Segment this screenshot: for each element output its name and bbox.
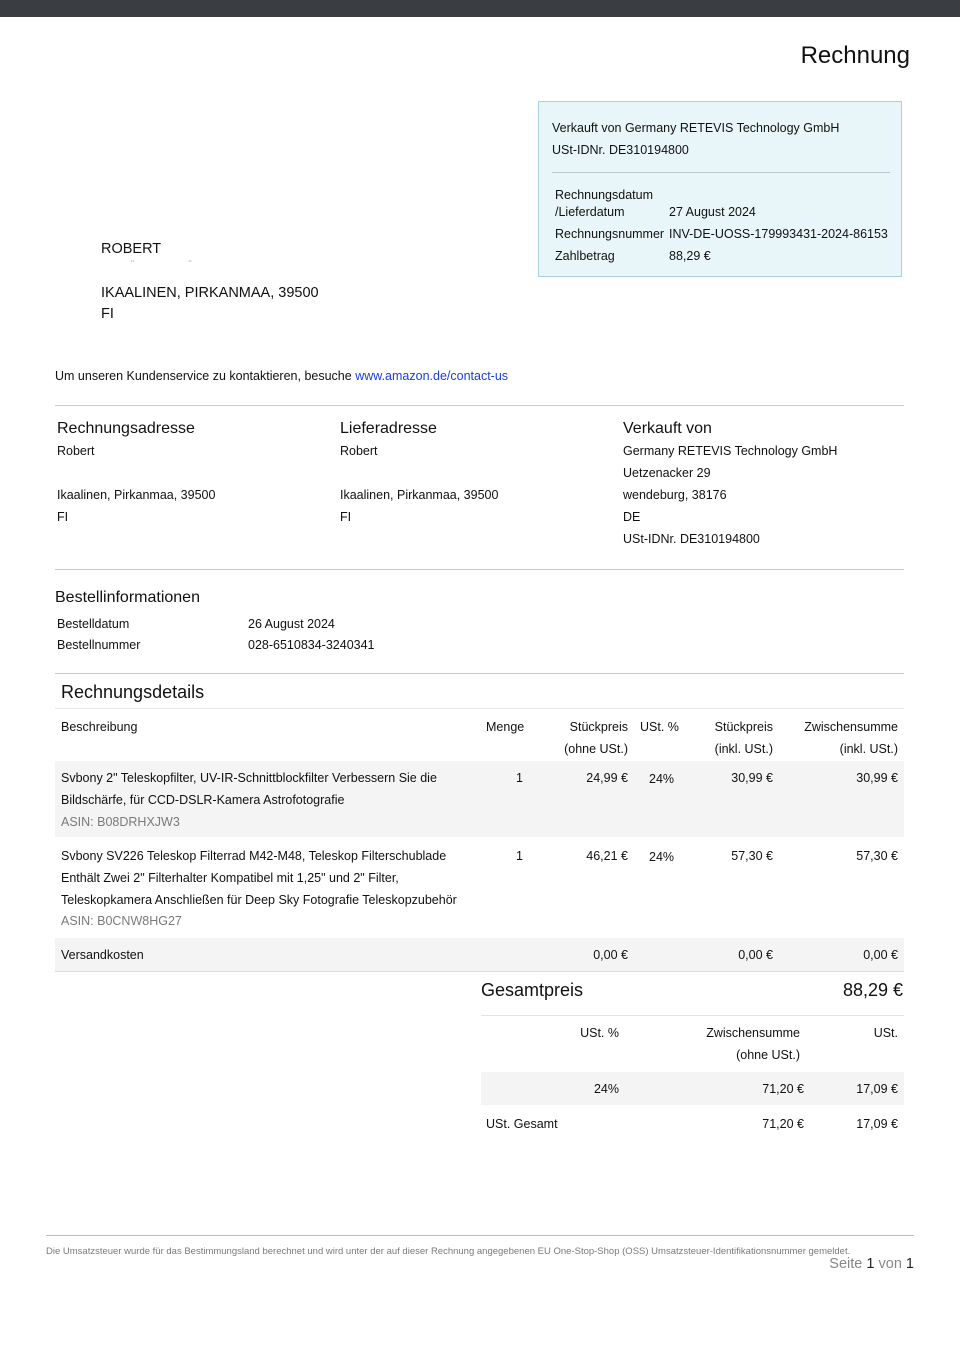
amount-label: Zahlbetrag [555, 249, 615, 263]
page-current: 1 [866, 1256, 875, 1272]
invoice-date: 27 August 2024 [669, 205, 756, 219]
totals-subtotal-header-note: (ohne USt.) [736, 1048, 800, 1062]
col-unit-price-incl: Stückpreis [714, 720, 773, 734]
total-label: Gesamtpreis [481, 980, 584, 1000]
page-indicator [829, 1256, 914, 1272]
order-number-label: Bestellnummer [57, 638, 141, 652]
shipping-subtotal: 0,00 € [863, 948, 898, 962]
totals-tax-header: USt. [873, 1026, 898, 1040]
top-bar [0, 0, 960, 17]
item-1-vat: 24% [649, 772, 675, 786]
col-unit-price-note: (ohne USt.) [564, 742, 628, 756]
invoice-date-label-1: Rechnungsdatum [555, 188, 653, 202]
col-vat: USt. % [640, 720, 679, 734]
seller-sold-by: Verkauft von Germany RETEVIS Technology GmbH [552, 121, 840, 135]
item-2-vat: 24% [649, 850, 675, 864]
delivery-name: Robert [340, 444, 378, 458]
seller-box-divider [552, 172, 890, 173]
billing-country: FI [57, 510, 69, 524]
customer-service-label: Um unseren Kundenservice zu kontaktieren, besuche [55, 369, 352, 383]
item-1-asin: ASIN: B08DRHXJW3 [61, 815, 180, 829]
customer-address-redacted: ¨ ¨ [131, 259, 218, 269]
sold-by-vat-id: USt-IDNr. DE310194800 [623, 532, 760, 546]
divider [55, 673, 904, 674]
divider [481, 1015, 904, 1016]
vat-rate: 24% [593, 1082, 619, 1096]
footer-divider [46, 1235, 914, 1236]
item-1-unit-price: 24,99 € [586, 771, 628, 785]
col-unit-price-incl-note: (inkl. USt.) [714, 742, 773, 756]
seller-vat-id: USt-IDNr. DE310194800 [552, 143, 689, 157]
shipping-row [55, 938, 904, 971]
item-2-subtotal: 57,30 € [856, 849, 898, 863]
item-2-unit-price-incl: 57,30 € [731, 849, 773, 863]
invoice-date-label-2: /Lieferdatum [555, 205, 625, 219]
col-subtotal: Zwischensumme [804, 720, 898, 734]
footer-note: Die Umsatzsteuer wurde für das Bestimmungsland berechnet und wird unter der auf dieser Rechnung angegebenen EU One-Stop-Shop (OSS) Umsatzsteuer-Identifikationsnummer gemeldet. [46, 1246, 851, 1257]
totals-subtotal-header: Zwischensumme [706, 1026, 800, 1040]
divider [55, 405, 904, 406]
billing-address-heading: Rechnungsadresse [57, 420, 195, 437]
item-1-subtotal: 30,99 € [856, 771, 898, 785]
customer-service-text [55, 369, 508, 383]
item-2-unit-price: 46,21 € [586, 849, 628, 863]
order-number: 028-6510834-3240341 [248, 638, 375, 652]
delivery-city-line: Ikaalinen, Pirkanmaa, 39500 [340, 488, 499, 502]
shipping-unit-price: 0,00 € [593, 948, 628, 962]
order-info-heading: Bestellinformationen [55, 589, 200, 606]
customer-name: ROBERT [101, 241, 162, 257]
item-2-desc-line-3: Teleskopkamera Anschließen für Deep Sky Fotografie Teleskopzubehör [61, 893, 457, 907]
shipping-label: Versandkosten [61, 948, 144, 962]
item-2-desc-line-2: Enthält Zwei 2" Filterhalter Kompatibel mit 1,25" und 2" Filter, [61, 871, 399, 885]
totals-vat-header: USt. % [580, 1026, 619, 1040]
billing-city-line: Ikaalinen, Pirkanmaa, 39500 [57, 488, 216, 502]
divider [55, 971, 904, 972]
sold-by-heading: Verkauft von [623, 420, 712, 437]
customer-city-line: IKAALINEN, PIRKANMAA, 39500 [101, 285, 319, 301]
item-2-asin: ASIN: B0CNW8HG27 [61, 914, 182, 928]
page-word: Seite [829, 1256, 863, 1272]
vat-rate-row [481, 1072, 904, 1105]
order-date-label: Bestelldatum [57, 617, 130, 631]
col-unit-price: Stückpreis [569, 720, 628, 734]
sold-by-city-line: wendeburg, 38176 [623, 488, 727, 502]
vat-rate-tax: 17,09 € [856, 1082, 898, 1096]
order-date: 26 August 2024 [248, 617, 335, 631]
sold-by-name: Germany RETEVIS Technology GmbH [623, 444, 838, 458]
customer-country: FI [101, 306, 114, 322]
billing-name: Robert [57, 444, 95, 458]
vat-rate-subtotal: 71,20 € [762, 1082, 804, 1096]
delivery-address-heading: Lieferadresse [340, 420, 437, 437]
divider [55, 569, 904, 570]
invoice-number: INV-DE-UOSS-179993431-2024-86153 [669, 227, 888, 241]
total-amount: 88,29 € [842, 980, 903, 1000]
item-2-quantity: 1 [516, 849, 523, 863]
item-2-desc-line-1: Svbony SV226 Teleskop Filterrad M42-M48, Teleskop Filterschublade [61, 849, 447, 863]
page-of-word: von [878, 1256, 902, 1272]
invoice-details-heading: Rechnungsdetails [61, 682, 205, 702]
document-title: Rechnung [800, 42, 910, 69]
item-1-desc-line-1: Svbony 2" Teleskopfilter, UV-IR-Schnittblockfilter Verbessern Sie die [61, 771, 437, 785]
item-1-desc-line-2: Bildschärfe, für CCD-DSLR-Kamera Astrofotografie [61, 793, 345, 807]
delivery-country: FI [340, 510, 352, 524]
amount-value: 88,29 € [669, 249, 711, 263]
page-total: 1 [905, 1256, 914, 1272]
sold-by-street: Uetzenacker 29 [623, 466, 711, 480]
col-quantity: Menge [486, 720, 525, 734]
invoice-number-label: Rechnungsnummer [555, 227, 665, 241]
col-description: Beschreibung [61, 720, 138, 734]
vat-total-label: USt. Gesamt [486, 1117, 558, 1131]
vat-total-subtotal: 71,20 € [762, 1117, 804, 1131]
col-subtotal-note: (inkl. USt.) [839, 742, 898, 756]
vat-total-tax: 17,09 € [856, 1117, 898, 1131]
sold-by-country: DE [623, 510, 641, 524]
contact-us-link[interactable]: www.amazon.de/contact-us [355, 369, 509, 383]
divider [55, 708, 904, 709]
shipping-unit-price-incl: 0,00 € [738, 948, 773, 962]
item-1-unit-price-incl: 30,99 € [731, 771, 773, 785]
item-1-quantity: 1 [516, 771, 523, 785]
seller-info-box [538, 101, 902, 277]
